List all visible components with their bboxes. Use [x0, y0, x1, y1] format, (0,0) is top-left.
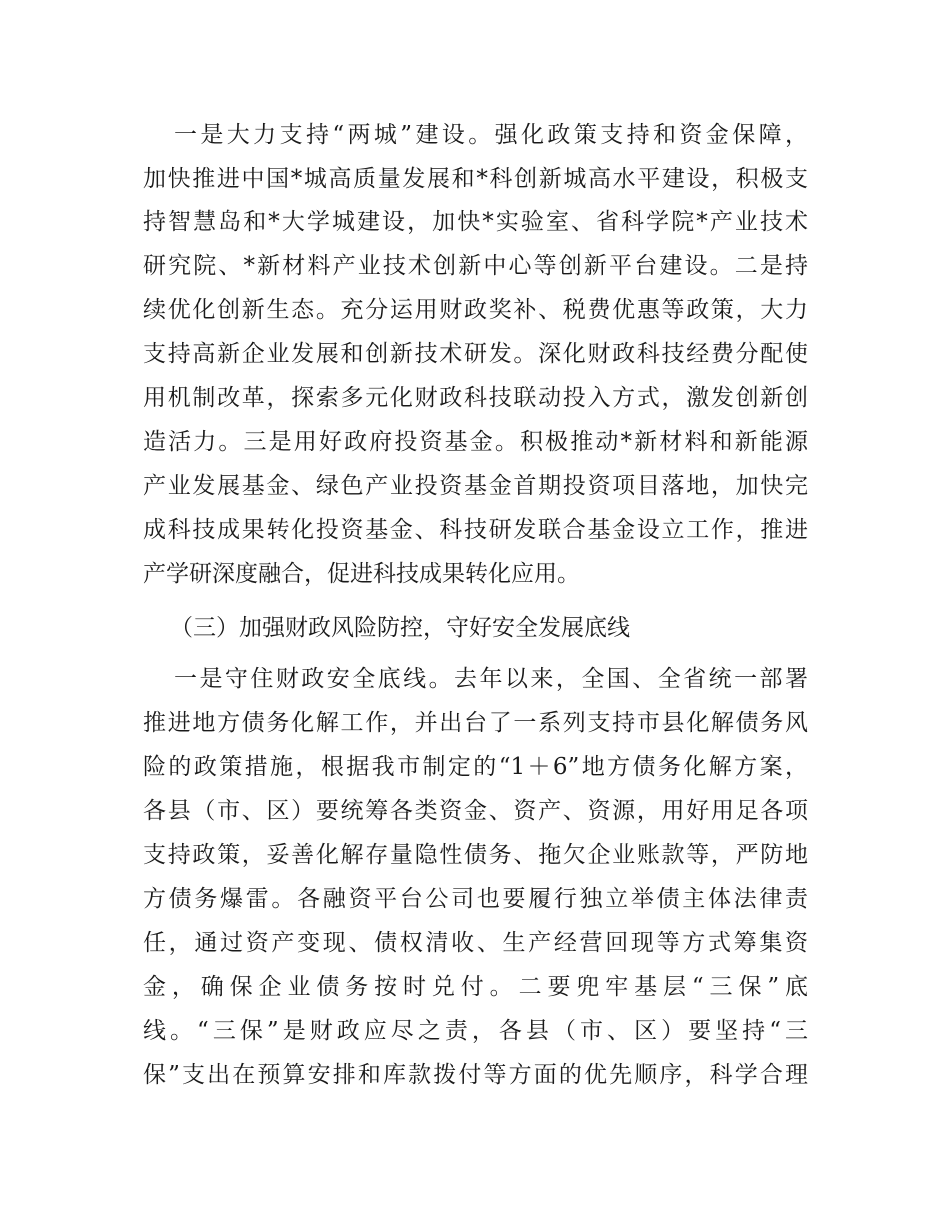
paragraph-2-line-5: 支持政策，妥善化解存量隐性债务、拖欠企业账款等，严防地: [143, 842, 808, 868]
paragraph-2-line-6: 方债务爆雷。各融资平台公司也要履行独立举债主体法律责: [143, 886, 808, 912]
paragraph-2-line-4: 各县（市、区）要统筹各类资金、资产、资源，用好用足各项: [143, 798, 808, 824]
paragraph-1-line-10: 成科技成果转化投资基金、科技研发联合基金设立工作，推进: [143, 517, 808, 543]
paragraph-1-line-3: 持智慧岛和*大学城建设，加快*实验室、省科学院*产业技术: [143, 209, 808, 235]
paragraph-1-line-5: 续优化创新生态。充分运用财政奖补、税费优惠等政策，大力: [143, 297, 808, 323]
paragraph-1-line-4: 研究院、*新材料产业技术创新中心等创新平台建设。二是持: [143, 253, 808, 279]
paragraph-1-line-9: 产业发展基金、绿色产业投资基金首期投资项目落地，加快完: [143, 473, 808, 499]
paragraph-2-line-1: 一是守住财政安全底线。去年以来，全国、全省统一部署: [174, 666, 808, 692]
paragraph-2-line-7: 任，通过资产变现、债权清收、生产经营回现等方式筹集资: [143, 930, 808, 956]
paragraph-1-line-1: 一是大力支持“两城”建设。强化政策支持和资金保障，: [174, 122, 808, 148]
paragraph-2-line-2: 推进地方债务化解工作，并出台了一系列支持市县化解债务风: [143, 710, 808, 736]
paragraph-2-line-8: 金，确保企业债务按时兑付。二要兜牢基层“三保”底: [143, 974, 808, 1000]
paragraph-2-line-3: 险的政策措施，根据我市制定的“1＋6”地方债务化解方案，: [143, 754, 808, 780]
paragraph-1-line-2: 加快推进中国*城高质量发展和*科创新城高水平建设，积极支: [143, 166, 808, 192]
paragraph-1-line-7: 用机制改革，探索多元化财政科技联动投入方式，激发创新创: [143, 385, 808, 411]
paragraph-1-line-6: 支持高新企业发展和创新技术研发。深化财政科技经费分配使: [143, 341, 808, 367]
paragraph-2-line-10: 保”支出在预算安排和库款拨付等方面的优先顺序，科学合理: [143, 1062, 808, 1088]
paragraph-2-line-9: 线。“三保”是财政应尽之责，各县（市、区）要坚持“三: [143, 1018, 808, 1044]
paragraph-1-line-8: 造活力。三是用好政府投资基金。积极推动*新材料和新能源: [143, 429, 808, 455]
section-heading: （三）加强财政风险防控，守好安全发展底线: [170, 615, 630, 641]
paragraph-1-line-11: 产学研深度融合，促进科技成果转化应用。: [143, 561, 580, 587]
